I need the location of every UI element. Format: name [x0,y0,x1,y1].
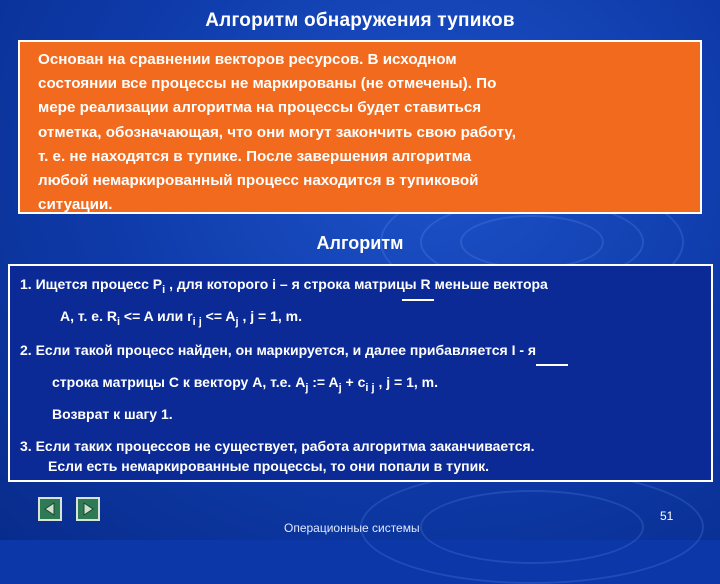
step-2-text: 2. Если такой процесс найден, он маркируется, и далее прибавляется I - я [20,342,537,358]
intro-line: мере реализации алгоритма на процессы будет ставиться [38,99,482,117]
previous-slide-button[interactable] [38,497,62,521]
step-2-return: Возврат к шагу 1. [52,406,173,422]
subscript: i j [365,382,375,394]
intro-line: любой немаркированный процесс находится в тупиковой [38,172,479,190]
intro-line: т. е. не находятся в тупике. После завершения алгоритма [38,147,472,165]
subscript: i [162,284,166,296]
triangle-right-icon [80,501,96,517]
intro-line: отметка, обозначающая, что они могут закончить свою работу, [38,123,516,141]
step-2-line-2 [52,374,438,394]
intro-line: Основан на сравнении векторов ресурсов. В исходном [38,51,457,68]
step-1-line-1 [20,276,548,296]
overline-mark [402,299,434,301]
step-3-line-1 [20,438,535,454]
step-2-line-1 [20,342,536,358]
page-number: 51 [660,509,674,523]
step-3-line-2 [48,458,489,474]
formula-text: A, т. е. R [60,308,117,324]
footer-course-name: Операционные системы [284,521,420,535]
step-3-text: Если есть немаркированные процессы, то они попали в тупик. [48,458,490,474]
intro-line: состоянии все процессы не маркированы (не отмечены). По [38,75,497,93]
step-1-text: , для которого i – я строка матрицы R меньше вектора [165,276,548,292]
overline-mark [536,364,568,366]
formula-text: <= A или r [120,308,193,324]
step-2-line-3 [52,406,173,422]
subscript: j [305,382,309,394]
formula-text: + c [341,374,366,390]
ripple-decoration [420,490,644,564]
next-slide-button[interactable] [76,497,100,521]
subscript: i [116,316,121,328]
algorithm-heading: Алгоритм [316,233,404,253]
subscript: i j [192,316,202,328]
formula-text: строка матрицы C к вектору A, т.е. A [52,374,306,390]
slide-title: Алгоритм обнаружения тупиков [205,10,515,31]
triangle-left-icon [42,501,58,517]
formula-text: , j = 1, m. [374,374,438,390]
algorithm-box [8,264,713,482]
intro-text [38,48,688,217]
formula-text: <= A [201,308,236,324]
step-1-line-2 [60,308,302,328]
subscript: j [235,316,239,328]
subscript: j [338,382,342,394]
formula-text: , j = 1, m. [238,308,302,324]
formula-text: := A [308,374,339,390]
step-3-text: 3. Если таких процессов не существует, работа алгоритма заканчивается. [20,438,535,454]
intro-box [18,40,702,214]
step-1-text: 1. Ищется процесс P [20,276,163,292]
intro-line: ситуации. [38,196,113,214]
